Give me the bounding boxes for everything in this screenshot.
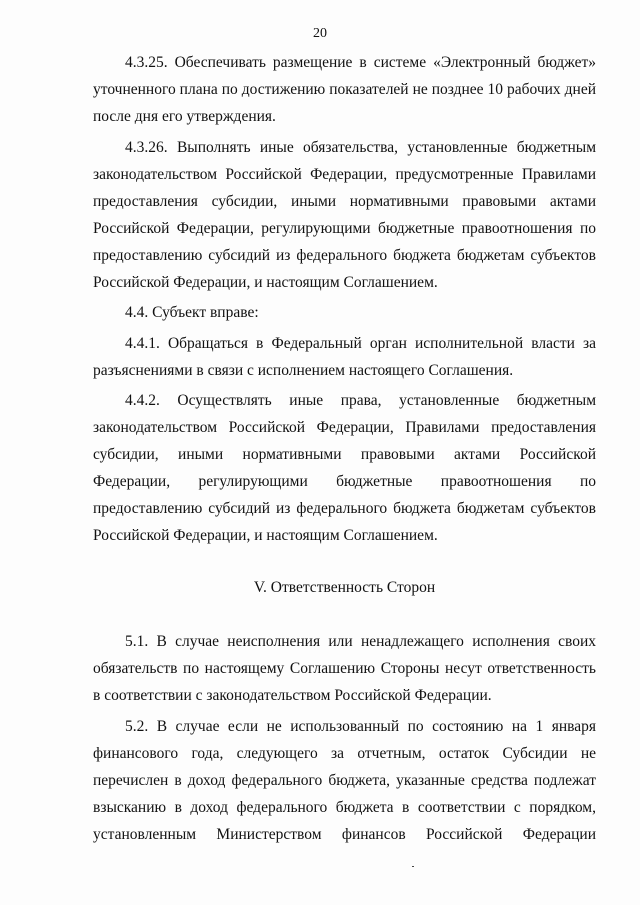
page-number: 20: [313, 26, 327, 41]
paragraph-4-3-26: 4.3.26. Выполнять иные обязательства, установленные бюджетным законодательством Российской Федерации, предусмотренные Правилами предоставления субсидии, иными нормативными правовыми актами Российской Федерации, регулирующими бюджетные правоотношения по предоставлению субсидий из федерального бюджета бюджетам субъектов Российской Федерации, и настоящим Соглашением.: [93, 138, 596, 291]
paragraph-4-3-25: 4.3.25. Обеспечивать размещение в системе «Электронный бюджет» уточненного плана по достижению показателей не позднее 10 рабочих дней после дня его утверждения.: [93, 54, 596, 125]
paragraph-4-4: 4.4. Субъект вправе:: [125, 304, 259, 321]
scan-speck: [412, 866, 414, 867]
paragraph-5-1: 5.1. В случае неисполнения или ненадлежащего исполнения своих обязательств по настоящему Соглашению Стороны несут ответственность в соответствии с законодательством Российской Федерации.: [93, 633, 596, 704]
paragraph-5-2: 5.2. В случае если не использованный по состоянию на 1 января финансового года, следующего за отчетным, остаток Субсидии не перечислен в доход федерального бюджета, указанные средства подлежат взысканию в доход федерального бюджета в соответствии с порядком, установленным Министерством финансов Российской Федерации: [93, 717, 596, 843]
paragraph-4-4-2: 4.4.2. Осуществлять иные права, установленные бюджетным законодательством Российской Федерации, Правилами предоставления субсидии, иными нормативными правовыми актами Российской Федерации, регулирующими бюджетные правоотношения по предоставлению субсидий из федерального бюджета бюджетам субъектов Российской Федерации, и настоящим Соглашением.: [93, 392, 596, 544]
section-heading: V. Ответственность Сторон: [253, 579, 436, 596]
paragraph-4-4-1: 4.4.1. Обращаться в Федеральный орган исполнительной власти за разъяснениями в связи с исполнением настоящего Соглашения.: [93, 334, 596, 379]
document-body: [93, 49, 596, 848]
